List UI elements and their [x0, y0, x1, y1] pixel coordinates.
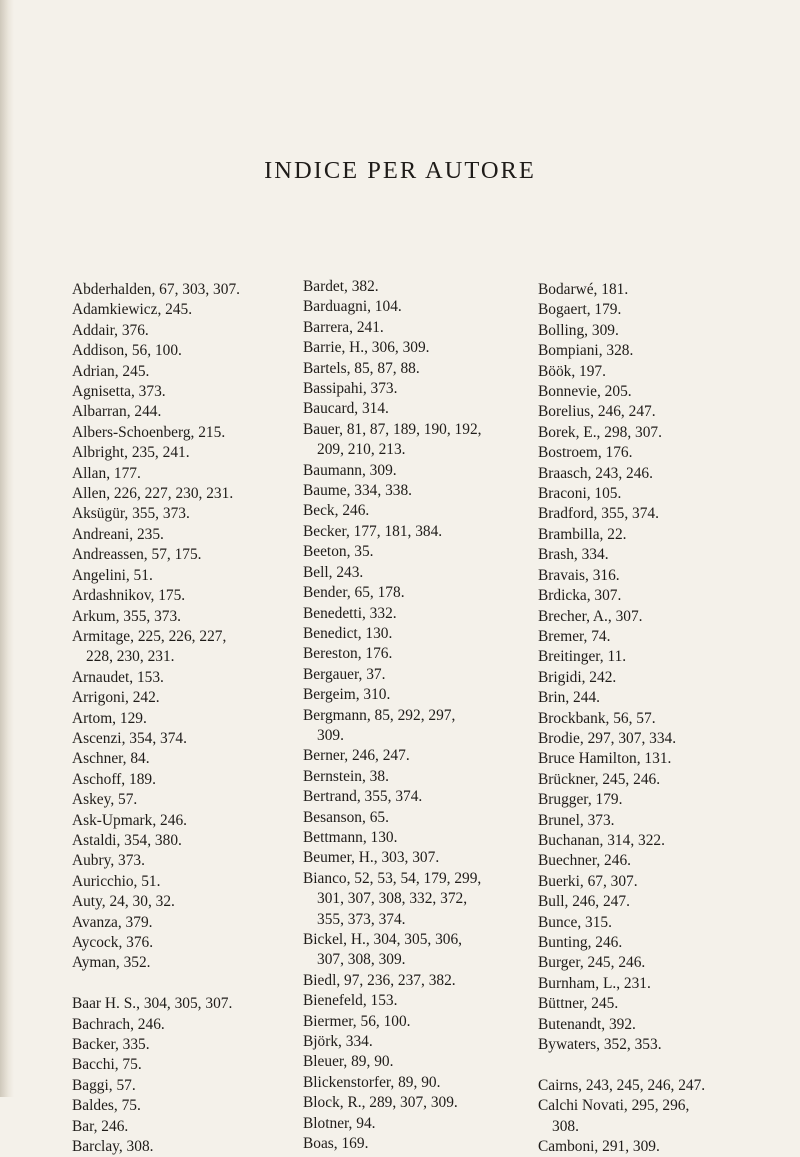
- index-entry: [72, 709, 272, 729]
- index-entry: [303, 461, 508, 481]
- index-entry: [72, 1015, 272, 1035]
- index-entry: [72, 811, 272, 831]
- index-entry-text: Benedetti, 332.: [303, 604, 397, 622]
- index-entry-text: Bereston, 176.: [303, 645, 393, 663]
- index-entry-text: Besanson, 65.: [303, 808, 389, 826]
- index-entry: [72, 668, 272, 688]
- index-entry-text: Arkum, 355, 373.: [72, 607, 182, 625]
- index-entry-continuation: 355, 373, 374.: [317, 910, 406, 928]
- index-entry-text: Baggi, 57.: [72, 1076, 136, 1094]
- index-entry-text: Brückner, 245, 246.: [538, 770, 661, 788]
- index-entry-text: Andreassen, 57, 175.: [72, 546, 202, 564]
- index-entry: [538, 300, 770, 320]
- index-entry: [72, 831, 272, 851]
- index-entry: [72, 913, 272, 933]
- index-entry: [72, 872, 272, 892]
- index-entry: [72, 1117, 272, 1137]
- index-entry-text: Barrie, H., 306, 309.: [303, 339, 430, 357]
- index-entry-continuation: 307, 308, 309.: [317, 951, 406, 969]
- index-entry-text: Bergeim, 310.: [303, 686, 391, 704]
- index-entry: [303, 501, 508, 521]
- index-entry-text: Aschner, 84.: [72, 750, 150, 768]
- index-entry: [538, 566, 770, 586]
- index-entry-text: Baume, 334, 338.: [303, 482, 413, 500]
- index-entry-text: Askey, 57.: [72, 791, 138, 809]
- index-entry-text: Bruce Hamilton, 131.: [538, 750, 672, 768]
- index-entry-text: Bradford, 355, 374.: [538, 505, 659, 523]
- index-entry: [72, 953, 272, 973]
- index-entry-text: Blickenstorfer, 89, 90.: [303, 1073, 441, 1091]
- index-entry: [72, 607, 272, 627]
- index-entry: [303, 399, 508, 419]
- index-entry-continuation: 301, 307, 308, 332, 372,: [317, 890, 468, 908]
- index-entry: [303, 338, 508, 358]
- index-entry-text: Burger, 245, 246.: [538, 954, 646, 972]
- index-entry-text: Bernstein, 38.: [303, 767, 389, 785]
- index-entry-text: Albright, 235, 241.: [72, 444, 190, 462]
- index-entry-text: Bunting, 246.: [538, 934, 623, 951]
- index-entry: [303, 1052, 508, 1072]
- index-entry-text: Barduagni, 104.: [303, 298, 402, 316]
- index-entry-text: Böök, 197.: [538, 362, 606, 380]
- index-entry-text: Becker, 177, 181, 384.: [303, 522, 443, 540]
- index-entry-text: Bell, 243.: [303, 563, 364, 581]
- index-entry-text: Blotner, 94.: [303, 1114, 376, 1132]
- index-entry: [303, 522, 508, 542]
- index-entry-text: Angelini, 51.: [72, 566, 153, 584]
- index-entry: [538, 627, 770, 647]
- index-entry-text: Bauer, 81, 87, 189, 190, 192,: [303, 420, 482, 438]
- index-entry: [72, 280, 272, 300]
- index-entry-text: Braconi, 105.: [538, 485, 622, 503]
- index-entry: [303, 318, 508, 338]
- index-entry: [303, 1114, 508, 1134]
- index-entry: [72, 1076, 272, 1096]
- index-entry: [72, 749, 272, 769]
- index-entry: [303, 746, 508, 766]
- index-entry-text: Borelius, 246, 247.: [538, 403, 656, 421]
- index-entry-text: Ardashnikov, 175.: [72, 587, 186, 605]
- index-entry: [303, 787, 508, 807]
- index-entry: [72, 341, 272, 361]
- index-entry: [303, 685, 508, 705]
- index-entry: [72, 1055, 272, 1075]
- index-entry: [72, 1137, 272, 1157]
- index-entry-text: Baldes, 75.: [72, 1097, 141, 1115]
- index-entry-text: Bompiani, 328.: [538, 342, 634, 360]
- index-entry: [303, 971, 508, 991]
- index-entry: [303, 1012, 508, 1032]
- index-entry: [538, 749, 770, 769]
- index-entry: [72, 994, 272, 1014]
- index-entry: [303, 665, 508, 685]
- index-entry: [538, 525, 770, 545]
- index-entry-text: Brambilla, 22.: [538, 525, 627, 543]
- index-entry: [303, 359, 508, 379]
- index-entry-text: Bergauer, 37.: [303, 665, 386, 683]
- index-entry-text: Bodarwé, 181.: [538, 281, 629, 298]
- index-entry-text: Bunce, 315.: [538, 913, 612, 931]
- index-entry-text: Block, R., 289, 307, 309.: [303, 1094, 458, 1112]
- index-entry-text: Addair, 376.: [72, 321, 149, 339]
- index-entry: [303, 808, 508, 828]
- index-entry-text: Bravais, 316.: [538, 566, 620, 584]
- index-entry-text: Brodie, 297, 307, 334.: [538, 729, 677, 747]
- index-entry: [538, 647, 770, 667]
- index-entry-text: Bostroem, 176.: [538, 444, 633, 462]
- index-entry: [538, 382, 770, 402]
- index-entry: [303, 277, 508, 297]
- index-entry: [538, 545, 770, 565]
- index-entry: [72, 566, 272, 586]
- index-entry-text: Abderhalden, 67, 303, 307.: [72, 281, 240, 298]
- index-entry-text: Ask-Upmark, 246.: [72, 811, 187, 829]
- index-entry-text: Benedict, 130.: [303, 624, 393, 642]
- index-column-1: [72, 280, 272, 1157]
- index-entry: [538, 362, 770, 382]
- index-entry: [72, 1035, 272, 1055]
- index-entry-text: Adamkiewicz, 245.: [72, 301, 193, 319]
- index-entry: [538, 933, 770, 953]
- index-entry-text: Auricchio, 51.: [72, 872, 161, 890]
- index-entry: [303, 1134, 508, 1154]
- index-entry: [72, 362, 272, 382]
- index-entry-text: Brdicka, 307.: [538, 587, 622, 605]
- index-entry: [303, 706, 508, 747]
- index-entry: [72, 443, 272, 463]
- index-entry: [72, 729, 272, 749]
- index-entry: [303, 1073, 508, 1093]
- index-entry: [303, 1032, 508, 1052]
- index-entry-text: Butenandt, 392.: [538, 1015, 636, 1033]
- index-entry-text: Arrigoni, 242.: [72, 689, 160, 707]
- index-entry-text: Armitage, 225, 226, 227,: [72, 627, 227, 645]
- index-entry: [303, 644, 508, 664]
- index-entry-text: Berner, 246, 247.: [303, 747, 410, 765]
- index-entry-text: Braasch, 243, 246.: [538, 464, 653, 482]
- index-entry: [538, 851, 770, 871]
- index-entry-text: Brecher, A., 307.: [538, 607, 643, 625]
- index-entry: [72, 1096, 272, 1116]
- index-entry-text: Auty, 24, 30, 32.: [72, 893, 175, 911]
- index-entry: [538, 892, 770, 912]
- index-entry-text: Biedl, 97, 236, 237, 382.: [303, 971, 456, 989]
- index-entry: [538, 668, 770, 688]
- index-entry-text: Bywaters, 352, 353.: [538, 1036, 662, 1054]
- index-entry-text: Aycock, 376.: [72, 934, 154, 951]
- index-entry-text: Avanza, 379.: [72, 913, 153, 931]
- index-entry: [303, 991, 508, 1011]
- index-entry-text: Björk, 334.: [303, 1033, 373, 1051]
- index-entry: [538, 341, 770, 361]
- index-entry: [538, 1015, 770, 1035]
- index-entry-text: Borek, E., 298, 307.: [538, 423, 662, 441]
- index-entry-text: Bartels, 85, 87, 88.: [303, 359, 420, 377]
- index-entry: [538, 607, 770, 627]
- index-entry: [538, 321, 770, 341]
- index-entry: [538, 709, 770, 729]
- index-entry-text: Astaldi, 354, 380.: [72, 831, 182, 849]
- index-entry: [72, 892, 272, 912]
- index-entry-continuation: 228, 230, 231.: [86, 648, 175, 666]
- index-entry: [72, 300, 272, 320]
- index-entry-continuation: 308.: [552, 1117, 579, 1135]
- index-entry: [72, 382, 272, 402]
- index-entry: [72, 770, 272, 790]
- index-entry-text: Brugger, 179.: [538, 791, 623, 809]
- index-entry: [72, 484, 272, 504]
- index-entry: [303, 930, 508, 971]
- index-entry: [538, 811, 770, 831]
- index-entry: [72, 851, 272, 871]
- index-entry-text: Albers-Schoenberg, 215.: [72, 423, 226, 441]
- page-title: INDICE PER AUTORE: [264, 157, 536, 184]
- index-entry-text: Calchi Novati, 295, 296,: [538, 1097, 690, 1115]
- index-entry: [538, 831, 770, 851]
- index-entry-text: Allen, 226, 227, 230, 231.: [72, 485, 234, 503]
- index-entry-text: Bickel, H., 304, 305, 306,: [303, 931, 463, 948]
- index-entry-text: Brockbank, 56, 57.: [538, 709, 656, 727]
- index-entry-text: Beumer, H., 303, 307.: [303, 849, 440, 867]
- index-entry-text: Addison, 56, 100.: [72, 342, 182, 360]
- index-entry-text: Agnisetta, 373.: [72, 383, 166, 401]
- index-entry-text: Camboni, 291, 309.: [538, 1138, 660, 1156]
- index-entry-text: Bergmann, 85, 292, 297,: [303, 706, 456, 724]
- index-entry: [72, 545, 272, 565]
- index-entry-text: Boas, 169.: [303, 1135, 369, 1153]
- index-entry-text: Büttner, 245.: [538, 995, 619, 1013]
- index-entry-text: Buechner, 246.: [538, 852, 631, 870]
- index-entry-text: Bassipahi, 373.: [303, 380, 398, 398]
- index-entry: [538, 504, 770, 524]
- index-entry: [303, 379, 508, 399]
- index-entry-text: Bleuer, 89, 90.: [303, 1053, 394, 1071]
- index-entry-text: Bertrand, 355, 374.: [303, 788, 423, 806]
- index-entry: [303, 828, 508, 848]
- index-entry-text: Bar, 246.: [72, 1117, 129, 1135]
- index-entry-continuation: 209, 210, 213.: [317, 441, 406, 459]
- index-entry-text: Brigidi, 242.: [538, 668, 617, 686]
- index-entry: [538, 729, 770, 749]
- index-entry-text: Buerki, 67, 307.: [538, 872, 638, 890]
- index-entry: [303, 542, 508, 562]
- index-entry-text: Bender, 65, 178.: [303, 584, 405, 602]
- index-entry: [303, 583, 508, 603]
- index-entry: [538, 994, 770, 1014]
- index-column-3: [538, 280, 770, 1157]
- index-entry: [303, 420, 508, 461]
- index-entry: [72, 933, 272, 953]
- index-entry: [538, 872, 770, 892]
- index-entry-text: Biermer, 56, 100.: [303, 1012, 411, 1030]
- index-entry: [538, 1137, 770, 1157]
- index-entry: [303, 563, 508, 583]
- index-entry: [72, 402, 272, 422]
- index-entry: [72, 321, 272, 341]
- index-entry-text: Baucard, 314.: [303, 400, 389, 418]
- index-entry: [538, 586, 770, 606]
- index-entry: [538, 464, 770, 484]
- index-entry: [303, 848, 508, 868]
- index-entry: [538, 913, 770, 933]
- index-entry-text: Baar H. S., 304, 305, 307.: [72, 995, 233, 1013]
- index-entry-text: Breitinger, 11.: [538, 648, 627, 666]
- index-entry: [538, 1035, 770, 1055]
- index-entry: [538, 423, 770, 443]
- index-entry-text: Allan, 177.: [72, 464, 141, 482]
- index-entry-text: Ascenzi, 354, 374.: [72, 729, 187, 747]
- index-entry-text: Aschoff, 189.: [72, 770, 156, 788]
- index-entry-text: Burnham, L., 231.: [538, 974, 651, 992]
- index-entry: [303, 481, 508, 501]
- index-entry: [538, 484, 770, 504]
- index-entry-text: Bacchi, 75.: [72, 1056, 142, 1074]
- index-entry-text: Brin, 244.: [538, 689, 600, 707]
- index-entry: [72, 423, 272, 443]
- index-entry: [303, 869, 508, 930]
- index-entry-text: Bogaert, 179.: [538, 301, 622, 319]
- index-entry-text: Albarran, 244.: [72, 403, 162, 421]
- index-entry: [538, 974, 770, 994]
- index-entry-text: Aubry, 373.: [72, 852, 145, 870]
- index-entry-text: Aksügür, 355, 373.: [72, 505, 190, 523]
- index-entry: [303, 297, 508, 317]
- index-entry: [303, 767, 508, 787]
- index-entry-text: Bienefeld, 153.: [303, 992, 398, 1010]
- index-entry: [538, 770, 770, 790]
- index-entry-text: Brash, 334.: [538, 546, 609, 564]
- index-entry-text: Barrera, 241.: [303, 318, 384, 336]
- index-column-2: [303, 277, 508, 1154]
- index-entry-text: Buchanan, 314, 322.: [538, 831, 665, 849]
- index-entry-text: Bremer, 74.: [538, 627, 611, 645]
- index-entry-text: Barclay, 308.: [72, 1138, 154, 1156]
- index-entry-text: Baumann, 309.: [303, 461, 397, 479]
- author-index-columns: [72, 277, 772, 1156]
- index-entry-text: Bianco, 52, 53, 54, 179, 299,: [303, 869, 482, 887]
- index-entry: [538, 688, 770, 708]
- index-entry-text: Brunel, 373.: [538, 811, 615, 829]
- index-entry: [538, 953, 770, 973]
- index-entry-text: Ayman, 352.: [72, 954, 151, 972]
- index-entry-text: Bachrach, 246.: [72, 1015, 165, 1033]
- index-entry-text: Arnaudet, 153.: [72, 668, 164, 686]
- index-entry-text: Adrian, 245.: [72, 362, 150, 380]
- index-entry: [72, 790, 272, 810]
- index-entry-text: Bull, 246, 247.: [538, 893, 630, 911]
- index-entry: [538, 402, 770, 422]
- index-entry: [72, 464, 272, 484]
- index-entry: [538, 1076, 770, 1096]
- index-entry: [72, 688, 272, 708]
- index-entry-text: Bettmann, 130.: [303, 828, 398, 846]
- index-entry-text: Bolling, 309.: [538, 321, 619, 339]
- index-entry-text: Beck, 246.: [303, 502, 370, 520]
- index-entry-text: Andreani, 235.: [72, 525, 164, 543]
- index-entry-text: Bardet, 382.: [303, 278, 379, 295]
- index-entry: [72, 627, 272, 668]
- index-entry: [303, 1093, 508, 1113]
- index-entry: [72, 586, 272, 606]
- index-entry-text: Bonnevie, 205.: [538, 383, 632, 401]
- index-entry-continuation: 309.: [317, 726, 344, 744]
- index-entry: [303, 604, 508, 624]
- index-entry: [72, 504, 272, 524]
- index-entry: [538, 790, 770, 810]
- index-entry: [72, 525, 272, 545]
- index-entry: [538, 280, 770, 300]
- index-entry-text: Backer, 335.: [72, 1036, 150, 1054]
- index-entry: [538, 443, 770, 463]
- index-entry-text: Cairns, 243, 245, 246, 247.: [538, 1076, 706, 1094]
- index-entry-text: Beeton, 35.: [303, 543, 374, 561]
- index-entry: [303, 624, 508, 644]
- index-entry: [538, 1096, 770, 1137]
- index-entry-text: Artom, 129.: [72, 709, 147, 727]
